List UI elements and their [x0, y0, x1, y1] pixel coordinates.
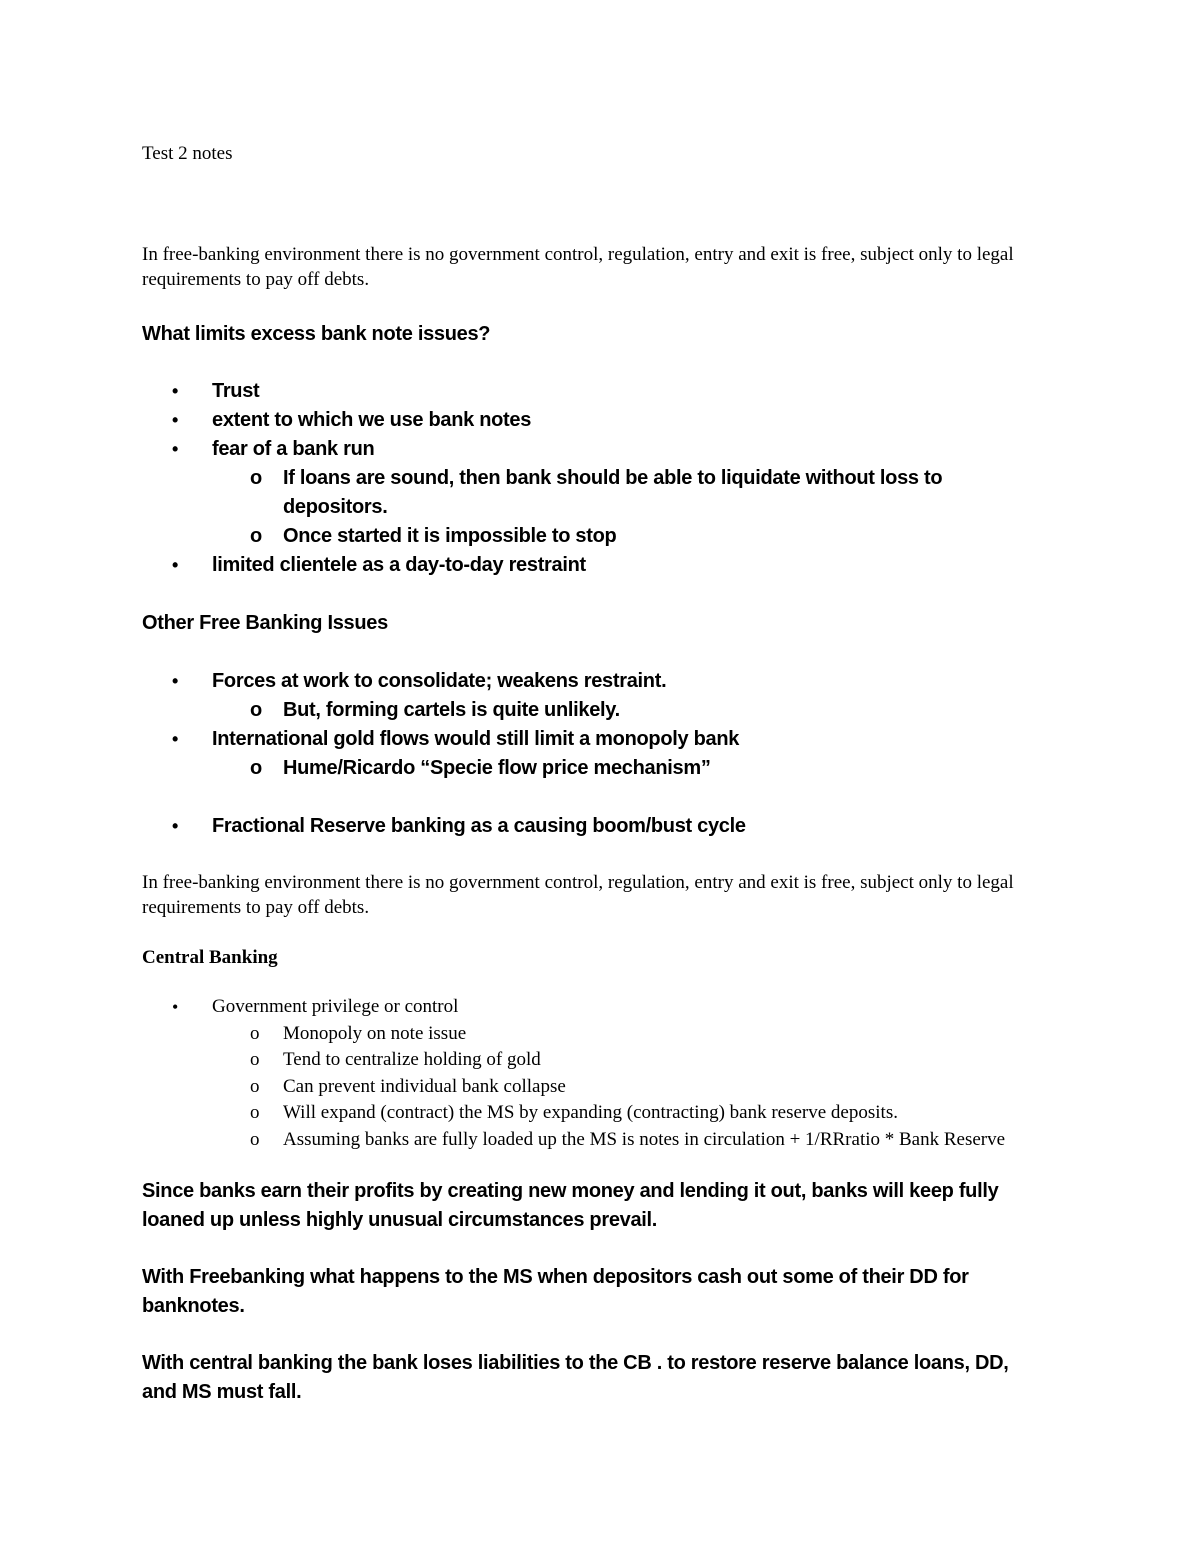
list-item: • limited clientele as a day-to-day restraint	[142, 551, 1042, 580]
sub-list-item: o Once started it is impossible to stop	[142, 522, 1042, 551]
bullet-icon: •	[172, 816, 179, 836]
section2-heading: Other Free Banking Issues	[142, 612, 388, 634]
section3-heading: Central Banking	[142, 947, 278, 968]
sub-list-item: o If loans are sound, then bank should be able to liquidate without loss to depositors.	[142, 464, 1042, 522]
sub-list-item: o Tend to centralize holding of gold	[142, 1047, 1042, 1074]
intro-paragraph-repeat: In free-banking environment there is no government control, regulation, entry and exit is free, subject only to legal requirements to pay off debts.	[142, 872, 1014, 918]
bullet-icon: •	[172, 729, 179, 749]
sub-list-item: o Hume/Ricardo “Specie flow price mechanism”	[142, 754, 1042, 783]
section1-heading: What limits excess bank note issues?	[142, 323, 491, 345]
document-title: Test 2 notes	[142, 143, 233, 164]
bullet-icon: •	[172, 439, 179, 459]
intro-paragraph: In free-banking environment there is no government control, regulation, entry and exit is free, subject only to legal requirements to pay off debts.	[142, 244, 1014, 290]
bullet-icon: •	[172, 997, 179, 1017]
section1-list	[142, 377, 1042, 580]
sub-list-item: o Monopoly on note issue	[142, 1021, 1042, 1048]
section2-list	[142, 667, 1042, 841]
sub-bullet-icon: o	[250, 525, 262, 547]
sub-list-item: o Can prevent individual bank collapse	[142, 1074, 1042, 1101]
list-item: • International gold flows would still limit a monopoly bank	[142, 725, 1042, 754]
section3-list	[142, 994, 1042, 1152]
closing-paragraph-3: With central banking the bank loses liabilities to the CB . to restore reserve balance loans, DD, and MS must fall.	[142, 1352, 1009, 1403]
bullet-icon: •	[172, 381, 179, 401]
bullet-icon: •	[172, 410, 179, 430]
list-item: • Fractional Reserve banking as a causing boom/bust cycle	[142, 812, 1042, 841]
sub-bullet-icon: o	[250, 467, 262, 489]
sub-bullet-icon: o	[250, 1102, 260, 1123]
sub-bullet-icon: o	[250, 1049, 260, 1070]
sub-bullet-icon: o	[250, 699, 262, 721]
sub-list-item: o Will expand (contract) the MS by expanding (contracting) bank reserve deposits.	[142, 1100, 1042, 1127]
bullet-icon: •	[172, 671, 179, 691]
bullet-icon: •	[172, 555, 179, 575]
list-item: • Trust	[142, 377, 1042, 406]
list-item: • extent to which we use bank notes	[142, 406, 1042, 435]
sub-bullet-icon: o	[250, 757, 262, 779]
list-item: • Government privilege or control	[142, 994, 1042, 1021]
sub-list-item: o Assuming banks are fully loaded up the MS is notes in circulation + 1/RRratio * Bank Reserve	[250, 1128, 1006, 1150]
sub-list-item: o But, forming cartels is quite unlikely.	[142, 696, 1042, 725]
list-item: • fear of a bank run	[142, 435, 1042, 464]
sub-bullet-icon: o	[250, 1022, 260, 1044]
sub-bullet-icon: o	[250, 1075, 260, 1097]
list-item: • Forces at work to consolidate; weakens restraint.	[142, 667, 1042, 696]
closing-paragraph-2: With Freebanking what happens to the MS when depositors cash out some of their DD for banknotes.	[142, 1266, 969, 1317]
sub-bullet-icon: o	[250, 1128, 260, 1150]
closing-paragraph-1: Since banks earn their profits by creating new money and lending it out, banks will keep fully loaned up unless highly unusual circumstances prevail.	[142, 1180, 999, 1231]
